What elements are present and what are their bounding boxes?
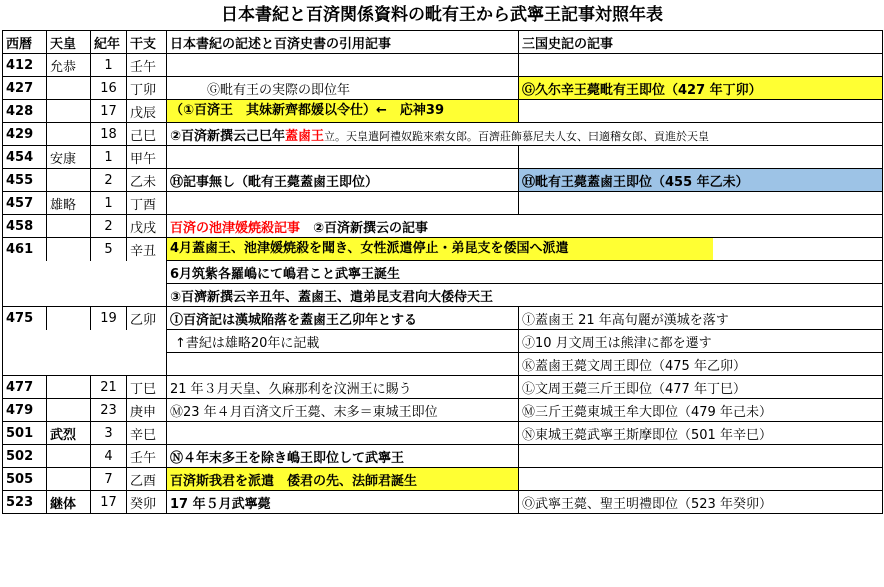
kinen-cell: 1 [91, 146, 127, 169]
table-row [3, 146, 883, 169]
nihon-cell: Ⓝ４年末多王を除き嶋王即位して武寧王 [167, 445, 519, 468]
kanshi-cell: 庚申 [127, 399, 167, 422]
kanshi-cell: 己巳 [127, 123, 167, 146]
sangoku-cell: Ⓖ久尓辛王薨毗有王即位（427 年丁卯） [519, 77, 883, 100]
tenno-cell: 允恭 [47, 54, 91, 77]
table-row [3, 399, 883, 422]
year-cell: 457 [3, 192, 47, 215]
nihon-cell [167, 54, 519, 77]
kinen-cell: 23 [91, 399, 127, 422]
table-row [3, 376, 883, 399]
kanshi-cell: 丁卯 [127, 77, 167, 100]
year-cell: 477 [3, 376, 47, 399]
nihon-cell: Ⓘ百済記は漢城陥落を蓋鹵王乙卯年とする [167, 307, 519, 330]
nihon-cell: Ⓜ23 年４月百済文斤王薨、末多＝東城王即位 [167, 399, 519, 422]
sangoku-cell [519, 468, 883, 491]
tenno-cell: 武烈 [47, 422, 91, 445]
nihon-cell: ③百濟新撰云辛丑年、蓋鹵王、遣弟昆支君向大倭侍天王 [167, 284, 883, 307]
year-cell: 502 [3, 445, 47, 468]
nihon-text-red: 百済の池津媛焼殺記事 [170, 220, 301, 236]
nihon-cell [167, 215, 883, 238]
header-sangoku: 三国史記の記事 [519, 31, 883, 54]
nihon-cell [167, 123, 883, 146]
kanshi-cell: 丁酉 [127, 192, 167, 215]
kinen-cell: 5 [91, 238, 127, 261]
nihon-cell [167, 192, 519, 215]
tenno-cell [47, 445, 91, 468]
kanshi-cell: 辛巳 [127, 422, 167, 445]
table-row [3, 307, 883, 330]
kinen-cell: 17 [91, 100, 127, 123]
year-cell: 501 [3, 422, 47, 445]
year-cell: 455 [3, 169, 47, 192]
tenno-cell: 安康 [47, 146, 91, 169]
kinen-cell: 19 [91, 307, 127, 330]
table-row [3, 215, 883, 238]
nihon-cell [167, 422, 519, 445]
kanshi-cell: 壬午 [127, 54, 167, 77]
sangoku-cell: Ⓜ三斤王薨東城王牟大即位（479 年己未） [519, 399, 883, 422]
tenno-cell [47, 238, 91, 261]
kanshi-cell: 丁巳 [127, 376, 167, 399]
tenno-cell: 雄略 [47, 192, 91, 215]
nihon-cell: Ⓖ毗有王の実際の即位年 [167, 77, 519, 100]
sangoku-cell: Ⓘ蓋鹵王 21 年高句麗が漢城を落す [519, 307, 883, 330]
sangoku-cell: Ⓝ東城王薨武寧王斯摩即位（501 年辛巳） [519, 422, 883, 445]
kanshi-cell: 辛丑 [127, 238, 167, 261]
nihon-text: 4月蓋鹵王、池津媛焼殺を聞き、女性派遣停止・弟昆支を倭国へ派遣 [167, 238, 713, 260]
sangoku-cell: Ⓙ10 月文周王は熊津に都を遷す [519, 330, 883, 353]
tenno-cell [47, 307, 91, 330]
table-row [3, 169, 883, 192]
nihon-text-b: 立。天皇遣阿禮奴跪來索女郎。百濟莊飾慕尼夫人女、曰適稽女郎、貢進於天皇 [324, 129, 710, 143]
sangoku-cell: Ⓞ武寧王薨、聖王明禮即位（523 年癸卯） [519, 491, 883, 514]
nihon-text: （①百済王 其妹新齊都媛以令仕）← 応神39 [167, 100, 519, 122]
tenno-cell: 継体 [47, 491, 91, 514]
tenno-cell [47, 77, 91, 100]
kinen-cell: 1 [91, 54, 127, 77]
table-row [3, 77, 883, 100]
year-cell: 479 [3, 399, 47, 422]
nihon-cell: 6月筑紫各羅嶋にて嶋君こと武寧王誕生 [167, 261, 883, 284]
kanshi-cell: 甲午 [127, 146, 167, 169]
nihon-cell: 21 年３月天皇、久麻那利を汶洲王に賜う [167, 376, 519, 399]
table-row [3, 284, 883, 307]
kinen-cell: 1 [91, 192, 127, 215]
nihon-cell: Ⓗ記事無し（毗有王薨蓋鹵王即位） [167, 169, 519, 192]
table-row [3, 123, 883, 146]
kanshi-cell: 戊辰 [127, 100, 167, 123]
nihon-text-a: ②百済新撰云己巳年 [170, 128, 286, 144]
sangoku-cell [519, 146, 883, 169]
year-cell: 412 [3, 54, 47, 77]
header-kanshi: 干支 [127, 31, 167, 54]
table-row [3, 261, 883, 284]
kinen-cell: 18 [91, 123, 127, 146]
header-row [3, 31, 883, 54]
sangoku-cell [519, 100, 883, 123]
kanshi-cell: 乙卯 [127, 307, 167, 330]
year-cell: 428 [3, 100, 47, 123]
kinen-cell: 2 [91, 169, 127, 192]
kanshi-cell: 乙未 [127, 169, 167, 192]
sangoku-cell [519, 445, 883, 468]
sangoku-cell: Ⓚ蓋鹵王薨文周王即位（475 年乙卯） [519, 353, 883, 376]
table-row [3, 491, 883, 514]
nihon-text-red: 蓋鹵王 [285, 128, 325, 144]
sangoku-cell: Ⓛ文周王薨三斤王即位（477 年丁巳） [519, 376, 883, 399]
kinen-cell: 4 [91, 445, 127, 468]
nihon-cell [167, 100, 519, 123]
table-row [3, 353, 883, 376]
nihon-text-b: ②百済新撰云の記事 [300, 220, 429, 236]
chronology-table [2, 30, 883, 514]
tenno-cell [47, 468, 91, 491]
nihon-cell [167, 146, 519, 169]
tenno-cell [47, 376, 91, 399]
year-cell: 523 [3, 491, 47, 514]
kinen-cell: 2 [91, 215, 127, 238]
table-row [3, 468, 883, 491]
nihon-cell [167, 238, 883, 261]
year-cell: 505 [3, 468, 47, 491]
year-cell: 454 [3, 146, 47, 169]
year-cell: 475 [3, 307, 47, 330]
year-cell: 429 [3, 123, 47, 146]
kinen-cell: 7 [91, 468, 127, 491]
nihon-cell: ↑書紀は雄略20年に記載 [167, 330, 519, 353]
kinen-cell: 17 [91, 491, 127, 514]
tenno-cell [47, 123, 91, 146]
tenno-cell [47, 215, 91, 238]
header-nihon: 日本書紀の記述と百済史書の引用記事 [167, 31, 519, 54]
table-row [3, 192, 883, 215]
header-seireki: 西暦 [3, 31, 47, 54]
table-row [3, 422, 883, 445]
tenno-cell [47, 169, 91, 192]
empty-cell [3, 330, 167, 353]
nihon-cell: 17 年５月武寧薨 [167, 491, 519, 514]
empty-cell [3, 284, 167, 307]
table-row [3, 238, 883, 261]
tenno-cell [47, 399, 91, 422]
header-tenno: 天皇 [47, 31, 91, 54]
kanshi-cell: 癸卯 [127, 491, 167, 514]
kanshi-cell: 壬午 [127, 445, 167, 468]
header-kinen: 紀年 [91, 31, 127, 54]
kanshi-cell: 戊戌 [127, 215, 167, 238]
table-row [3, 330, 883, 353]
year-cell: 461 [3, 238, 47, 261]
table-row [3, 54, 883, 77]
sangoku-cell: Ⓗ毗有王薨蓋鹵王即位（455 年乙未） [519, 169, 883, 192]
year-cell: 458 [3, 215, 47, 238]
kanshi-cell: 乙酉 [127, 468, 167, 491]
table-row [3, 100, 883, 123]
empty-cell [3, 353, 167, 376]
nihon-cell: 百済斯我君を派遣 倭君の先、法師君誕生 [167, 468, 519, 491]
sangoku-cell [519, 54, 883, 77]
kinen-cell: 21 [91, 376, 127, 399]
kinen-cell: 16 [91, 77, 127, 100]
tenno-cell [47, 100, 91, 123]
year-cell: 427 [3, 77, 47, 100]
table-row [3, 445, 883, 468]
sangoku-cell [519, 192, 883, 215]
kinen-cell: 3 [91, 422, 127, 445]
nihon-cell [167, 353, 519, 376]
page-title: 日本書紀と百済関係資料の毗有王から武寧王記事対照年表 [221, 5, 663, 25]
empty-cell [3, 261, 167, 284]
